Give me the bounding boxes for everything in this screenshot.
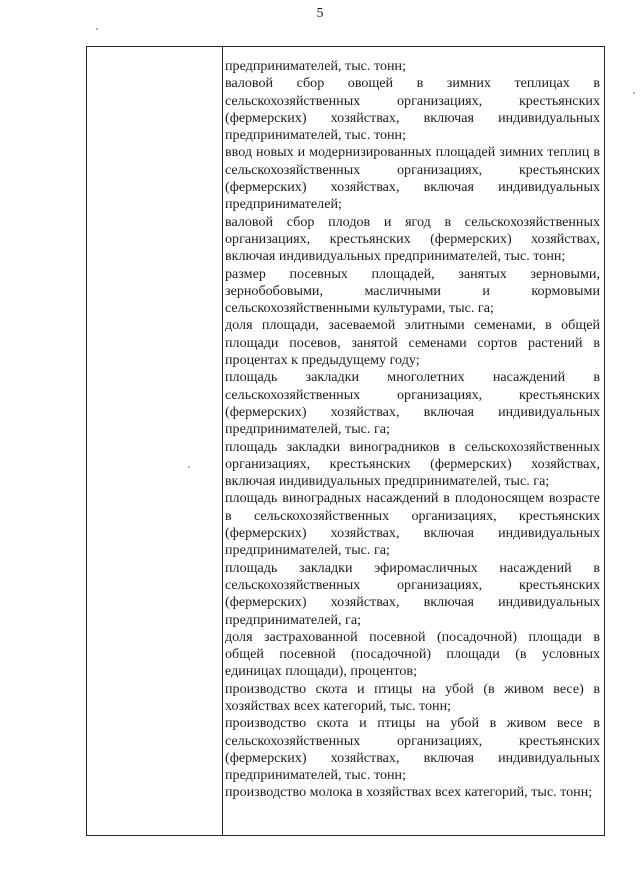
table-left-cell [87,47,223,835]
indicator-entry: размер посевных площадей, занятых зерновыми, зернобобовыми, масличными и кормовыми сельскохозяйственными культурами, тыс. га; [225,265,600,317]
indicator-entry: доля площади, засеваемой элитными семенами, в общей площади посевов, занятой семенами сортов растений в процентах к предыдущему году; [225,317,600,369]
page-number: 5 [316,6,324,21]
indicator-table [86,46,605,836]
scan-speck [188,466,190,468]
indicator-entry: производство молока в хозяйствах всех категорий, тыс. тонн; [225,784,593,801]
indicator-entry: валовой сбор овощей в зимних теплицах в сельскохозяйственных организациях, крестьянских (фермерских) хозяйствах, включая индивидуальных предпринимателей, тыс. тонн; [225,75,600,144]
scan-speck [633,92,635,94]
indicator-entry: доля застрахованной посевной (посадочной) площади в общей посевной (посадочной) площади (в условных единицах площади), процентов; [225,628,600,680]
scan-speck [96,28,98,30]
indicator-entry: производство скота и птицы на убой (в живом весе) в хозяйствах всех категорий, тыс. тонн; [225,680,600,714]
indicator-entry: площадь закладки эфиромасличных насаждений в сельскохозяйственных организациях, крестьянских (фермерских) хозяйствах, включая индивидуальных предпринимателей, га; [225,559,600,628]
table-right-cell [223,47,604,835]
indicator-entry: площадь закладки многолетних насаждений в сельскохозяйственных организациях, крестьянских (фермерских) хозяйствах, включая индивидуальных предпринимателей, тыс. га; [225,369,600,438]
indicator-entry: площадь закладки виноградников в сельскохозяйственных организациях, крестьянских (фермерских) хозяйствах, включая индивидуальных предпринимателей, тыс. га; [225,438,600,490]
indicator-entry: предпринимателей, тыс. тонн; [225,58,407,74]
indicator-entry: ввод новых и модернизированных площадей зимних теплиц в сельскохозяйственных организациях, крестьянских (фермерских) хозяйствах, включая индивидуальных предпринимателей; [225,144,600,213]
indicator-entry: площадь виноградных насаждений в плодоносящем возрасте в сельскохозяйственных организациях, крестьянских (фермерских) хозяйствах, включая индивидуальных предпринимателей, тыс. га; [225,490,600,559]
indicator-entry: валовой сбор плодов и ягод в сельскохозяйственных организациях, крестьянских (фермерских) хозяйствах, включая индивидуальных предпринимателей, тыс. тонн; [225,213,600,265]
indicator-entry: производство скота и птицы на убой в живом весе в сельскохозяйственных организациях, крестьянских (фермерских) хозяйствах, включая индивидуальных предпринимателей, тыс. тонн; [225,715,600,784]
